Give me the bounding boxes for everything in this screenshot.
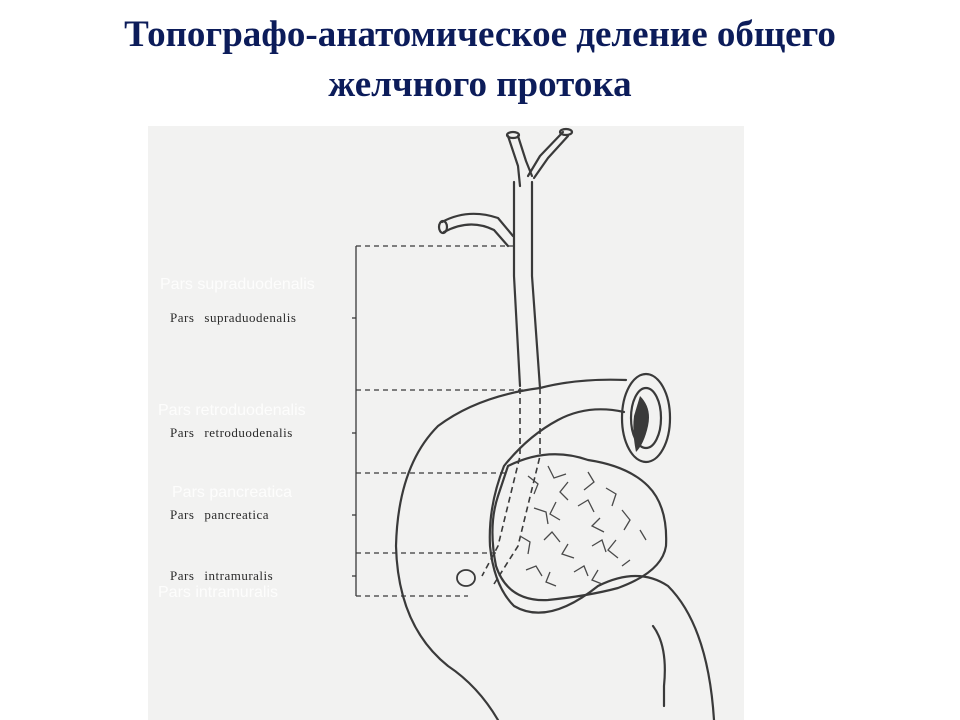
- right-hepatic-duct-inner: [518, 136, 532, 176]
- slide-title: [0, 10, 960, 110]
- right-hepatic-duct: [508, 136, 520, 186]
- label-pars-pancreatica: Pars pancreatica: [170, 507, 270, 522]
- label-pars-retroduodenalis: Pars retroduodenalis: [170, 425, 293, 440]
- duodenum-inner-wall: [490, 409, 714, 720]
- label-pars-intramuralis: Pars intramuralis: [170, 568, 274, 583]
- cystic-duct-lower: [444, 224, 508, 246]
- duct-opening-right: [507, 132, 519, 138]
- overlay-label-supraduodenalis: Pars supraduodenalis: [160, 276, 315, 293]
- pancreas-head: [492, 454, 666, 600]
- pancreas-lobules: [520, 466, 646, 586]
- overlay-label-retroduodenalis: Pars retroduodenalis: [158, 402, 306, 419]
- cystic-duct-opening: [439, 221, 447, 233]
- overlay-label-intramuralis: Pars intramuralis: [158, 584, 279, 601]
- bile-duct-right-wall: [532, 182, 540, 388]
- section-brackets: [352, 246, 356, 596]
- overlay-label-pancreatica: Pars pancreatica: [172, 484, 293, 501]
- papilla: [457, 570, 475, 586]
- duct-intrapancreatic-left: [482, 388, 520, 576]
- slide-title-line-2: желчного протока: [328, 64, 632, 105]
- pylorus-lumen: [633, 396, 649, 452]
- slide-title-line-1: Топографо-анатомическое деление общего: [124, 14, 836, 55]
- anatomy-drawing: [148, 126, 744, 720]
- bile-duct-diagram: [148, 126, 744, 720]
- bile-duct-left-wall: [514, 182, 520, 386]
- duodenum-outer-wall: [396, 380, 626, 720]
- duodenum-lower-loop: [653, 626, 665, 706]
- label-pars-supraduodenalis: Pars supraduodenalis: [170, 310, 297, 325]
- left-hepatic-duct: [528, 132, 563, 176]
